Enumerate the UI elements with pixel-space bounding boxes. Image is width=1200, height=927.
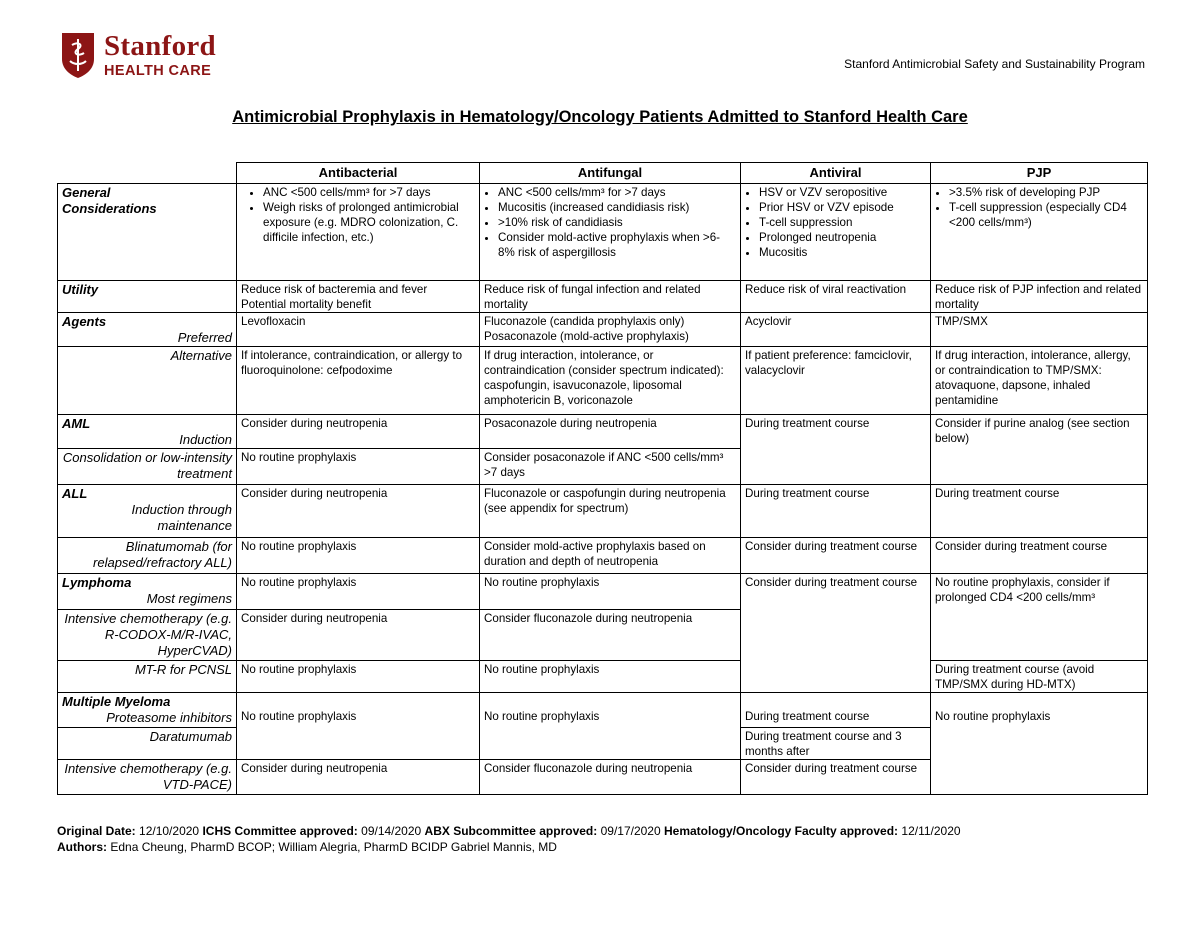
table-row [58, 574, 1148, 610]
table-row [58, 693, 1148, 728]
authors-line: Authors: Edna Cheung, PharmD BCOP; William Alegria, PharmD BCIDP Gabriel Mannis, MD [57, 840, 557, 854]
lymphoma-mtr-antibacterial: No routine prophylaxis [237, 661, 480, 693]
all-blina-pjp: Consider during treatment course [931, 538, 1148, 574]
preferred-antifungal: Fluconazole (candida prophylaxis only) Posaconazole (mold-active prophylaxis) [480, 313, 741, 347]
lymphoma-mtr-pjp: During treatment course (avoid TMP/SMX during HD-MTX) [931, 661, 1148, 693]
prophylaxis-table [57, 162, 1148, 795]
all-induction-antibacterial: Consider during neutropenia [237, 485, 480, 538]
all-blina-antifungal: Consider mold-active prophylaxis based on duration and depth of neutropenia [480, 538, 741, 574]
lymphoma-most-antibacterial: No routine prophylaxis [237, 574, 480, 610]
general-pjp: • >3.5% risk of developing PJP • T-cell suppression (especially CD4 <200 cells/mm³) [931, 184, 1148, 281]
row-label-utility: Utility [58, 281, 237, 313]
general-antifungal: • ANC <500 cells/mm³ for >7 days • Mucositis (increased candidiasis risk) • >10% risk of candidiasis • Consider mold-active prophylaxis when >6-8% risk of aspergillosis [480, 184, 741, 281]
aml-induction-antibacterial: Consider during neutropenia [237, 415, 480, 449]
stanford-logo [60, 30, 216, 80]
alternative-antiviral: If patient preference: famciclovir, valacyclovir [741, 347, 931, 415]
all-blina-antiviral: Consider during treatment course [741, 538, 931, 574]
row-label-myeloma-daratumumab: Daratumumab [58, 728, 237, 760]
lymphoma-intensive-antibacterial: Consider during neutropenia [237, 610, 480, 661]
myeloma-intensive-antiviral: Consider during treatment course [741, 760, 931, 795]
header-row [58, 163, 1148, 184]
row-label-myeloma-pi: Multiple Myeloma Proteasome inhibitors [58, 693, 237, 728]
row-label-general: General Considerations [58, 184, 237, 281]
all-blina-antibacterial: No routine prophylaxis [237, 538, 480, 574]
row-label-all-blinatumomab: Blinatumomab (for relapsed/refractory ALL) [58, 538, 237, 574]
col-header-antibacterial: Antibacterial [237, 163, 480, 184]
page-title: Antimicrobial Prophylaxis in Hematology/Oncology Patients Admitted to Stanford Health Care [232, 108, 968, 126]
general-antiviral: • HSV or VZV seropositive • Prior HSV or VZV episode • T-cell suppression • Prolonged neutropenia • Mucositis [741, 184, 931, 281]
lymphoma-mtr-antifungal: No routine prophylaxis [480, 661, 741, 693]
aml-induction-antifungal: Posaconazole during neutropenia [480, 415, 741, 449]
row-label-agents-preferred: Agents Preferred [58, 313, 237, 347]
myeloma-pi-antibacterial: No routine prophylaxis [237, 693, 480, 760]
utility-antibacterial: Reduce risk of bacteremia and fever Potential mortality benefit [237, 281, 480, 313]
table-row [58, 347, 1148, 415]
aml-antiviral: During treatment course [741, 415, 931, 485]
table-row [58, 281, 1148, 313]
table-row [58, 538, 1148, 574]
aml-pjp: Consider if purine analog (see section below) [931, 415, 1148, 485]
col-header-antifungal: Antifungal [480, 163, 741, 184]
aml-consolidation-antibacterial: No routine prophylaxis [237, 449, 480, 485]
row-label-aml-induction: AML Induction [58, 415, 237, 449]
row-label-lymphoma-mtr: MT-R for PCNSL [58, 661, 237, 693]
utility-antifungal: Reduce risk of fungal infection and related mortality [480, 281, 741, 313]
table-row [58, 184, 1148, 281]
logo-name: Stanford [104, 29, 216, 62]
col-header-antiviral: Antiviral [741, 163, 931, 184]
all-induction-pjp: During treatment course [931, 485, 1148, 538]
row-label-myeloma-intensive: Intensive chemotherapy (e.g. VTD-PACE) [58, 760, 237, 795]
table-row [58, 485, 1148, 538]
row-label-lymphoma-intensive: Intensive chemotherapy (e.g. R-CODOX-M/R-IVAC, HyperCVAD) [58, 610, 237, 661]
all-induction-antifungal: Fluconazole or caspofungin during neutropenia (see appendix for spectrum) [480, 485, 741, 538]
lymphoma-most-antifungal: No routine prophylaxis [480, 574, 741, 610]
utility-pjp: Reduce risk of PJP infection and related mortality [931, 281, 1148, 313]
row-label-agents-alternative: Alternative [58, 347, 237, 415]
preferred-pjp: TMP/SMX [931, 313, 1148, 347]
table-row [58, 661, 1148, 693]
col-header-pjp: PJP [931, 163, 1148, 184]
preferred-antiviral: Acyclovir [741, 313, 931, 347]
alternative-antifungal: If drug interaction, intolerance, or contraindication (consider spectrum indicated): caspofungin, isavuconazole, liposomal amphotericin B, voriconazole [480, 347, 741, 415]
myeloma-intensive-antifungal: Consider fluconazole during neutropenia [480, 760, 741, 795]
alternative-antibacterial: If intolerance, contraindication, or allergy to fluoroquinolone: cefpodoxime [237, 347, 480, 415]
lymphoma-antiviral: Consider during treatment course [741, 574, 931, 693]
all-induction-antiviral: During treatment course [741, 485, 931, 538]
row-label-all-induction: ALL Induction through maintenance [58, 485, 237, 538]
lymphoma-intensive-antifungal: Consider fluconazole during neutropenia [480, 610, 741, 661]
utility-antiviral: Reduce risk of viral reactivation [741, 281, 931, 313]
table-row [58, 313, 1148, 347]
program-name: Stanford Antimicrobial Safety and Sustainability Program [844, 57, 1145, 71]
myeloma-pjp: No routine prophylaxis [931, 693, 1148, 795]
preferred-antibacterial: Levofloxacin [237, 313, 480, 347]
footer [57, 823, 961, 855]
corner-cell [58, 163, 237, 184]
myeloma-pi-antiviral: During treatment course [741, 693, 931, 728]
myeloma-dara-antiviral: During treatment course and 3 months after [741, 728, 931, 760]
myeloma-pi-antifungal: No routine prophylaxis [480, 693, 741, 760]
alternative-pjp: If drug interaction, intolerance, allergy, or contraindication to TMP/SMX: atovaquone, dapsone, inhaled pentamidine [931, 347, 1148, 415]
approval-line: Original Date: 12/10/2020 ICHS Committee approved: 09/14/2020 ABX Subcommittee approved: 09/17/2020 Hematology/Oncology Faculty approved: 12/11/2020 [57, 824, 961, 838]
table-row [58, 415, 1148, 449]
aml-consolidation-antifungal: Consider posaconazole if ANC <500 cells/mm³ >7 days [480, 449, 741, 485]
row-label-aml-consolidation: Consolidation or low-intensity treatment [58, 449, 237, 485]
row-label-lymphoma-most: Lymphoma Most regimens [58, 574, 237, 610]
shield-icon [60, 31, 96, 79]
logo-subtitle: HEALTH CARE [104, 62, 212, 79]
general-antibacterial: • ANC <500 cells/mm³ for >7 days • Weigh risks of prolonged antimicrobial exposure (e.g. MDRO colonization, C. difficile infection, etc.) [237, 184, 480, 281]
myeloma-intensive-antibacterial: Consider during neutropenia [237, 760, 480, 795]
lymphoma-most-pjp: No routine prophylaxis, consider if prolonged CD4 <200 cells/mm³ [931, 574, 1148, 661]
